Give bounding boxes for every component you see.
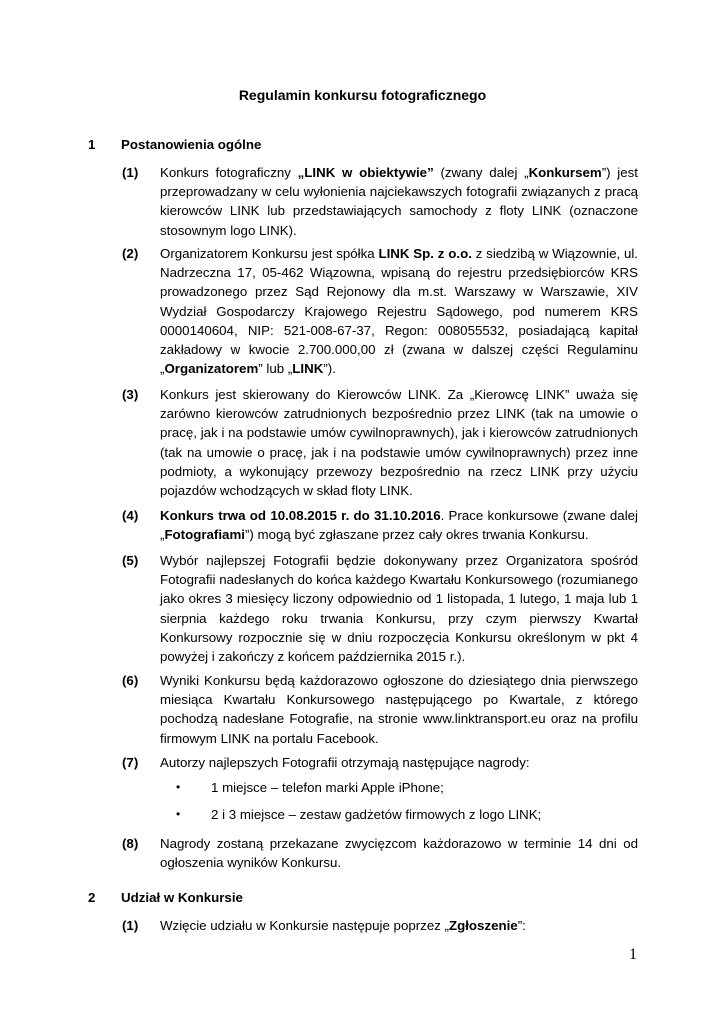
- paragraph-number: (8): [122, 836, 139, 851]
- paragraph-number: (2): [122, 246, 139, 261]
- section-number: 1: [88, 137, 96, 152]
- document-title: Regulamin konkursu fotograficznego: [238, 87, 487, 103]
- paragraph-number: (3): [122, 387, 139, 402]
- paragraph-number: (1): [122, 165, 139, 180]
- prize-text: 1 miejsce – telefon marki Apple iPhone;: [211, 780, 444, 795]
- paragraph-text: Organizatorem Konkursu jest spółka LINK Sp. z o.o. z siedzibą w Wiązownie, ul. Nadrzeczna 17, 05-462 Wiązowna, wpisaną do rejestru przedsiębiorców KRS prowadzonego przez Sąd Rejonowy dla m.st. Warszawy w Warszawie, XIV Wydział Gospodarczy Krajowego Rejestru Sądowego, pod numerem KRS 0000140604, NIP: 521-008-67-37, Regon: 008055532, posiadającą kapitał zakładowy w kwocie 2.700.000,00 zł (zwana w dalszej części Regulaminu „Organizatorem” lub „LINK”).: [160, 246, 639, 377]
- section-label: Udział w Konkursie: [121, 890, 243, 905]
- paragraph-text: Wybór najlepszej Fotografii będzie dokonywany przez Organizatora spośród Fotografii nadesłanych do końca każdego Kwartału Konkursowego (rozumianego jako okres 3 miesięcy liczony odpowiednio od 1 listopada, 1 lutego, 1 maja lub 1 sierpnia każdego roku trwania Konkursu, przy czym pierwszy Kwartał Konkursowy rozpocznie się w dniu rozpoczęcia Konkursu określonym w pkt 4 powyżej i zakończy z końcem października 2015 r.).: [160, 553, 638, 665]
- paragraph-text: Autorzy najlepszych Fotografii otrzymają następujące nagrody:: [160, 755, 530, 770]
- paragraph-text: Nagrody zostaną przekazane zwycięzcom każdorazowo w terminie 14 dni od ogłoszenia wyników Konkursu.: [160, 836, 638, 871]
- section-label: Postanowienia ogólne: [121, 137, 262, 152]
- paragraph-text: Wzięcie udziału w Konkursie następuje poprzez „Zgłoszenie”:: [160, 918, 526, 933]
- page-number: 1: [629, 946, 637, 963]
- paragraph-text: Konkurs fotograficzny „LINK w obiektywie” (zwany dalej „Konkursem”) jest przeprowadzany w celu wyłonienia najciekawszych fotografii związanych z pracą kierowców LINK lub przedstawiających samochody z floty LINK (oznaczone stosownym logo LINK).: [160, 165, 638, 238]
- prize-text: 2 i 3 miejsce – zestaw gadżetów firmowych z logo LINK;: [211, 807, 542, 822]
- section-number: 2: [88, 890, 96, 905]
- paragraph-text: Wyniki Konkursu będą każdorazowo ogłoszone do dziesiątego dnia pierwszego miesiąca Kwartału Konkursowego następującego po Kwartale, z którego pochodzą nadesłane Fotografie, na stronie www.linktransport.eu oraz na profilu firmowym LINK na portalu Facebook.: [160, 673, 638, 746]
- paragraph-number: (7): [122, 755, 139, 770]
- paragraph-number: (4): [122, 508, 139, 523]
- bullet-icon: •: [176, 807, 181, 821]
- paragraph-text: Konkurs jest skierowany do Kierowców LINK. Za „Kierowcę LINK” uważa się zarówno kierowców zatrudnionych bezpośrednio przez LINK (tak na umowie o pracę, jak i na podstawie umów cywilnoprawnych), jak i kierowców zatrudnionych (tak na umowie o pracę, jak i na podstawie umów cywilnoprawnych) przez inne podmioty, a wykonujący przewozy bezpośrednio na rzecz LINK przy użyciu pojazdów wchodzących w skład floty LINK.: [160, 387, 638, 499]
- bullet-icon: •: [176, 780, 181, 794]
- paragraph-number: (6): [122, 673, 139, 688]
- paragraph-text: Konkurs trwa od 10.08.2015 r. do 31.10.2016. Prace konkursowe (zwane dalej „Fotografiami”) mogą być zgłaszane przez cały okres trwania Konkursu.: [160, 508, 638, 543]
- paragraph-number: (1): [122, 918, 139, 933]
- paragraph-number: (5): [122, 553, 139, 568]
